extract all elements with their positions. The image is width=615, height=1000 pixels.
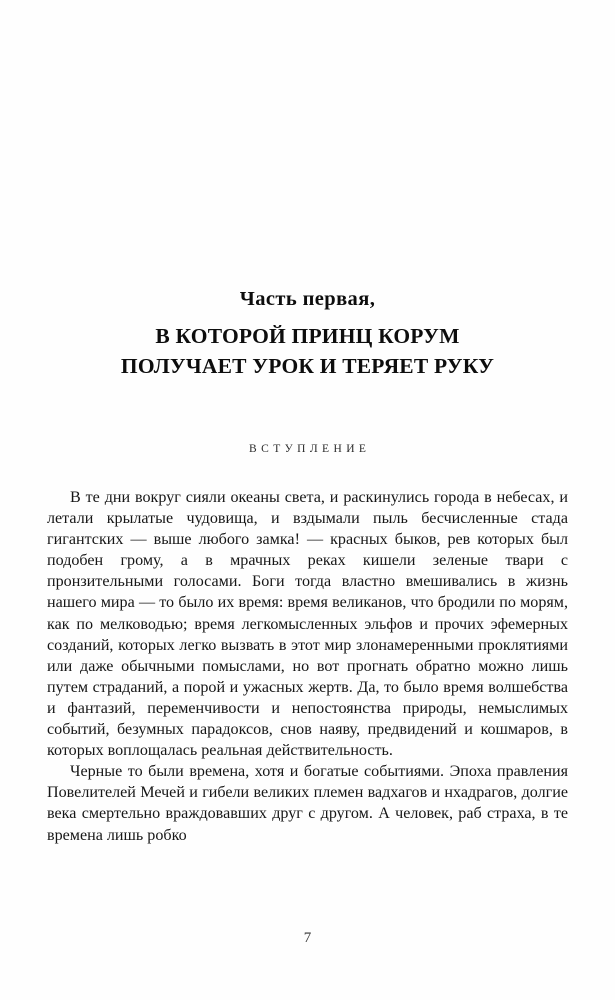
paragraph: В те дни вокруг сияли океаны света, и раскинулись города в небесах, и летали крылатые чудовища, и вздымали пыль бесчисленные стада гигантских — выше любого замка! — красных быков, рев которых был подобен грому, а в мрачных реках кишели зеленые твари с пронзительными голосами. Боги тогда властно вмешивались в жизнь нашего мира — то было их время: время великанов, что бродили по морям, как по мелководью; время легкомысленных эльфов и прочих эфемерных созданий, которых легко вызвать в этот мир злонамеренными проклятиями или даже обычными помыслами, но вот прогнать обратно можно лишь путем страданий, а порой и ужасных жертв. Да, то было время волшебства и фантазий, переменчивости и непостоянства природы, немыслимых событий, безумных парадоксов, снов наяву, предвидений и кошмаров, в которых воплощалась реальная действительность. <box>47 489 568 760</box>
chapter-title-line-2: ПОЛУЧАЕТ УРОК И ТЕРЯЕТ РУКУ <box>120 354 495 378</box>
part-label: Часть первая, <box>239 288 376 310</box>
chapter-title-block <box>0 286 615 381</box>
body-text <box>47 487 568 846</box>
chapter-title-line-1: В КОТОРОЙ ПРИНЦ КОРУМ <box>155 324 460 348</box>
page-number: 7 <box>303 930 312 946</box>
section-heading: ВСТУПЛЕНИЕ <box>249 443 371 455</box>
paragraph: Черные то были времена, хотя и богатые событиями. Эпоха правления Повелителей Мечей и гибели великих племен вадхагов и нхадрагов, долгие века смертельно враждовавших друг с другом. А человек, раб страха, в те времена лишь робко <box>47 763 568 844</box>
